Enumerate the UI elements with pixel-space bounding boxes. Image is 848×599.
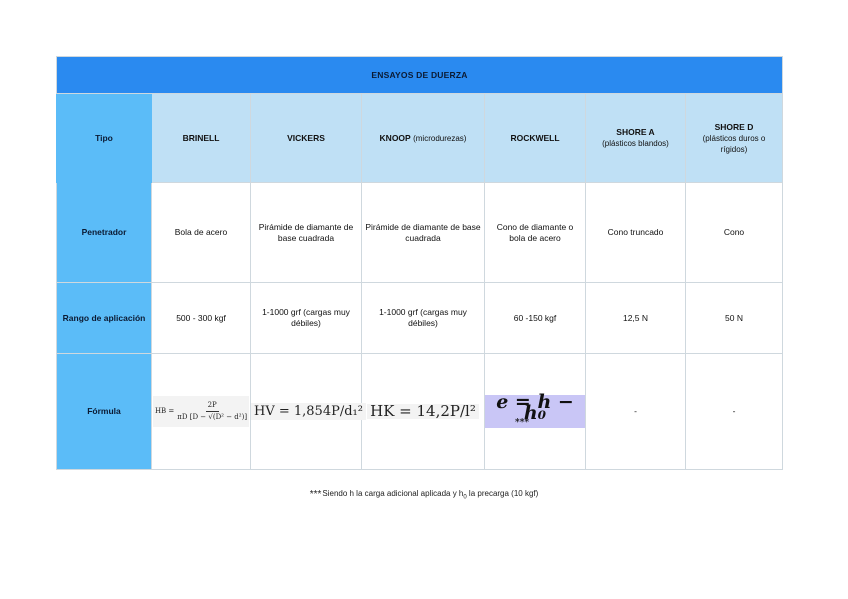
col-header-vickers [251,94,362,183]
formula-rockwell-stars: *** [515,418,530,428]
col-name: ROCKWELL [510,132,560,143]
formula-knoop-cell [362,354,485,470]
formula-brinell-fraction [177,400,247,423]
hardness-tests-table [56,56,783,470]
col-name: SHORE D [714,121,754,132]
table-cell: 1-1000 grf (cargas muy débiles) [362,283,485,354]
formula-knoop: HK = 14,2P/l² [367,404,479,419]
table-title-row [57,57,783,94]
footnote-text-b: la precarga (10 kgf) [466,489,539,498]
penetrador-row [57,183,783,283]
col-sub: (microdurezas) [413,133,467,143]
formula-row [57,354,783,470]
col-header-knoop [362,94,485,183]
footnote [0,489,848,501]
row-header-formula: Fórmula [57,354,152,470]
col-header-brinell [152,94,251,183]
table-cell: Cono de diamante o bola de acero [485,183,586,283]
table-cell: 1-1000 grf (cargas muy débiles) [251,283,362,354]
col-name: KNOOP [379,132,411,143]
table-cell: 500 - 300 kgf [152,283,251,354]
row-header-tipo: Tipo [57,94,152,183]
table-cell: Pirámide de diamante de base cuadrada [362,183,485,283]
footnote-subscript: 0 [463,494,467,501]
table-cell: Cono truncado [586,183,686,283]
formula-brinell-num: 2P [206,400,219,412]
col-name: VICKERS [287,132,325,143]
formula-brinell-cell [152,354,251,470]
formula-rockwell-text: e = h − h₀ [496,391,574,424]
col-header-shore-d [686,94,783,183]
table-cell: Cono [686,183,783,283]
table-title: ENSAYOS DE DUERZA [57,57,783,94]
table-cell: 12,5 N [586,283,686,354]
col-header-rockwell [485,94,586,183]
formula-rockwell [485,391,585,428]
table-cell: 60 -150 kgf [485,283,586,354]
formula-shore-d: - [686,354,783,470]
col-sub: (plásticos duros o rígidos) [702,133,766,154]
col-name: BRINELL [182,132,220,143]
footnote-stars: *** [309,489,322,500]
row-header-penetrador: Penetrador [57,183,152,283]
footnote-text-a: Siendo h la carga adicional aplicada y h [322,489,464,498]
formula-brinell-den: πD [D − √(D² − d²)] [177,413,248,421]
formula-brinell [153,396,249,427]
row-header-rango: Rango de aplicación [57,283,152,354]
table-cell: Bola de acero [152,183,251,283]
col-header-shore-a [586,94,686,183]
table-cell: Pirámide de diamante de base cuadrada [251,183,362,283]
col-sub: (plásticos blandos) [602,139,669,148]
formula-vickers-cell [251,354,362,470]
formula-shore-a: - [586,354,686,470]
formula-brinell-lhs: HB = [154,407,175,415]
col-name: SHORE A [616,127,655,137]
table-cell: 50 N [686,283,783,354]
formula-rockwell-cell [485,354,586,470]
formula-vickers: HV = 1,854P/d₁² [251,403,366,420]
rango-row [57,283,783,354]
type-row [57,94,783,183]
